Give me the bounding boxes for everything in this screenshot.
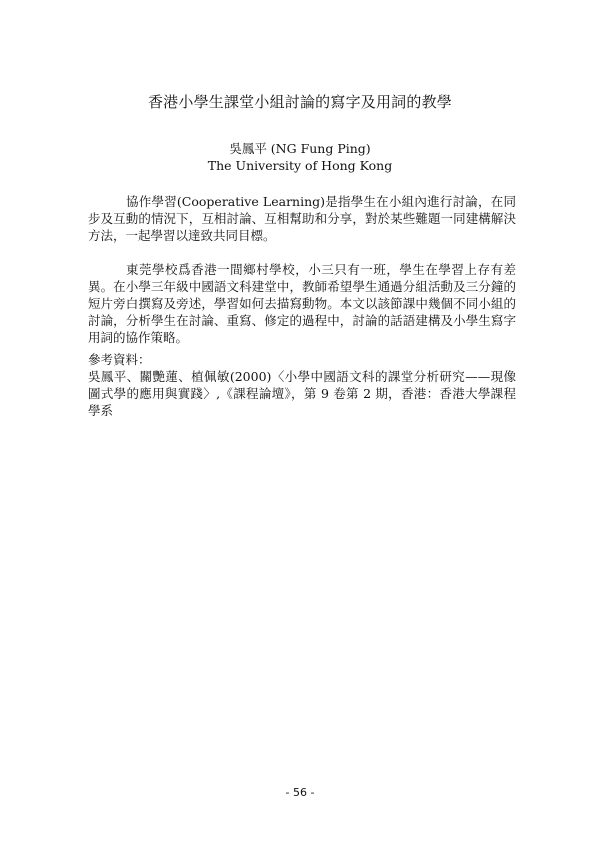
references-heading: 參考資料： — [88, 352, 151, 367]
reference-entry: 吳鳳平、關艷蓮、植佩敏(2000)〈小學中國語文科的課堂分析研究——現像圖式學的應用與實踐〉,《課程論壇》，第 9 卷第 2 期，香港：香港大學課程學系 — [88, 369, 516, 418]
paragraph: 協作學習(Cooperative Learning)是指學生在小組內進行討論，在同步及互動的情況下，互相討論、互相幫助和分享，對於某些難題一同建構解決方法，一起學習以達致共同目標。 — [88, 194, 516, 243]
author-affiliation: The University of Hong Kong — [207, 158, 393, 173]
paper-title: 香港小學生課堂小組討論的寫字及用詞的教學 — [147, 93, 452, 111]
references-section — [88, 351, 516, 419]
author-name: 吳鳳平 (NG Fung Ping) — [229, 141, 371, 156]
page-number: - 56 - — [285, 786, 315, 799]
author-block — [0, 140, 600, 174]
paragraph: 東莞學校爲香港一間鄉村學校，小三只有一班，學生在學習上存有差異。在小學三年級中國語文科建堂中，教師希望學生通過分組活動及三分鐘的短片旁白撰寫及旁述，學習如何去描寫動物。本文以該節課中幾個不同小組的討論，分析學生在討論、重寫、修定的過程中，討論的話語建構及小學生寫字用詞的協作策略。 — [88, 262, 516, 345]
